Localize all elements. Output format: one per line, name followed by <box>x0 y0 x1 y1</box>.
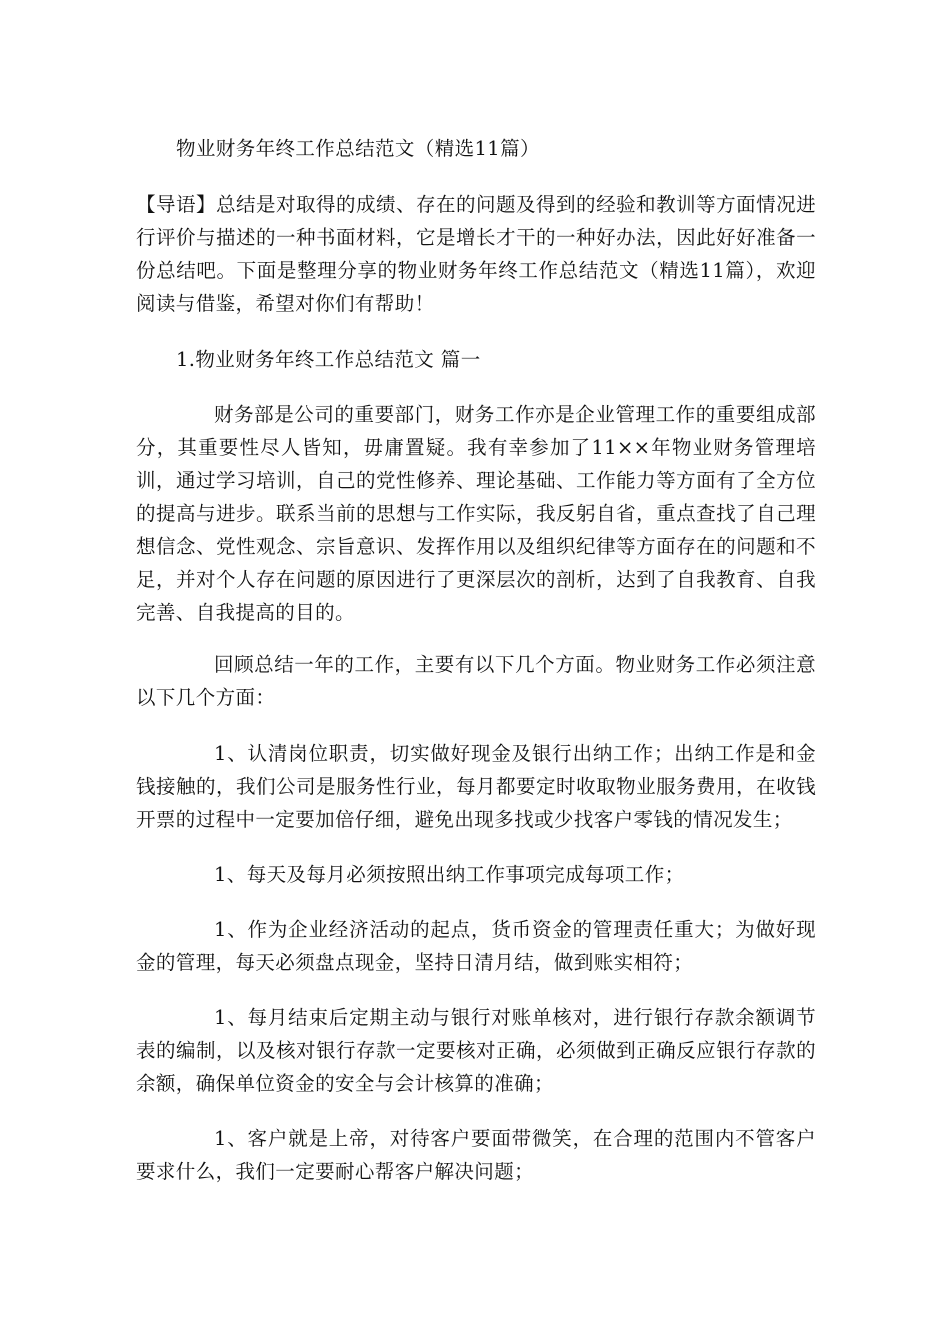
list-item: 1、每月结束后定期主动与银行对账单核对，进行银行存款余额调节表的编制，以及核对银行存款一定要核对正确，必须做到正确反应银行存款的余额，确保单位资金的安全与会计核算的准确； <box>136 1006 816 1095</box>
list-item: 1、作为企业经济活动的起点，货币资金的管理责任重大；为做好现金的管理，每天必须盘点现金，坚持日清月结，做到账实相符； <box>136 918 816 974</box>
list-item: 1、客户就是上帝，对待客户要面带微笑，在合理的范围内不管客户要求什么，我们一定要耐心帮客户解决问题； <box>136 1127 816 1183</box>
section-title: 1.物业财务年终工作总结范文 篇一 <box>176 348 481 371</box>
list-item: 1、每天及每月必须按照出纳工作事项完成每项工作； <box>214 863 685 886</box>
body-paragraph: 财务部是公司的重要部门，财务工作亦是企业管理工作的重要组成部分，其重要性尽人皆知，毋庸置疑。我有幸参加了11××年物业财务管理培训，通过学习培训，自己的党性修养、理论基础、工作能力等方面有了全方位的提高与进步。联系当前的思想与工作实际，我反躬自省，重点查找了自己理想信念、党性观念、宗旨意识、发挥作用以及组织纪律等方面存在的问题和不足，并对个人存在问题的原因进行了更深层次的剖析，达到了自我教育、自我完善、自我提高的目的。 <box>136 403 816 624</box>
document-title: 物业财务年终工作总结范文（精选11篇） <box>176 137 540 160</box>
body-paragraph: 回顾总结一年的工作，主要有以下几个方面。物业财务工作必须注意以下几个方面： <box>136 653 816 709</box>
list-item: 1、认清岗位职责，切实做好现金及银行出纳工作；出纳工作是和金钱接触的，我们公司是服务性行业，每月都要定时收取物业服务费用，在收钱开票的过程中一定要加倍仔细，避免出现多找或少找客户零钱的情况发生； <box>136 742 816 831</box>
lead-paragraph: 【导语】总结是对取得的成绩、存在的问题及得到的经验和教训等方面情况进行评价与描述的一种书面材料，它是增长才干的一种好办法，因此好好准备一份总结吧。下面是整理分享的物业财务年终工作总结范文（精选11篇），欢迎阅读与借鉴，希望对你们有帮助！ <box>136 193 816 315</box>
